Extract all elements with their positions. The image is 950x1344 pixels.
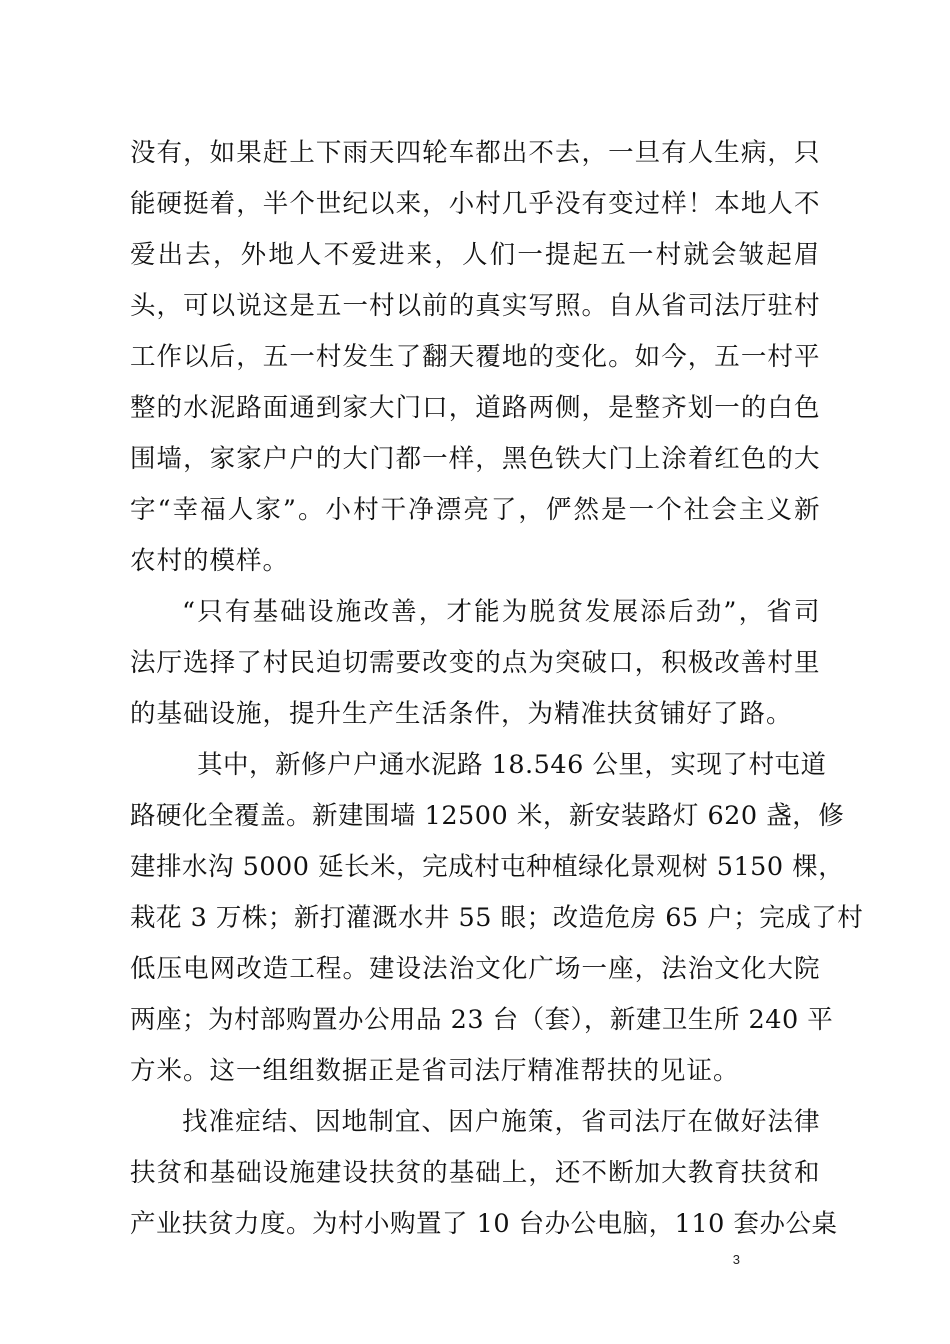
text-line: 没有，如果赶上下雨天四轮车都出不去，一旦有人生病，只 — [130, 138, 820, 168]
text-line: 整的水泥路面通到家大门口，道路两侧，是整齐划一的白色 — [130, 393, 820, 423]
text-line: 建排水沟 5000 延长米，完成村屯种植绿化景观树 5150 棵， — [130, 852, 845, 882]
text-line: 法厅选择了村民迫切需要改变的点为突破口，积极改善村里 — [130, 648, 820, 678]
text-line: 头，可以说这是五一村以前的真实写照。自从省司法厅驻村 — [130, 291, 820, 321]
paragraph-2 — [130, 587, 820, 740]
text-line: 产业扶贫力度。为村小购置了 10 台办公电脑，110 套办公桌 — [130, 1209, 838, 1239]
paragraph-4 — [130, 1097, 838, 1250]
page-number: 3 — [732, 1252, 740, 1267]
text-line: 围墙，家家户户的大门都一样，黑色铁大门上涂着红色的大 — [130, 444, 820, 474]
text-line: 方米。这一组组数据正是省司法厅精准帮扶的见证。 — [130, 1056, 740, 1086]
text-line: 栽花 3 万株；新打灌溉水井 55 眼；改造危房 65 户；完成了村 — [130, 903, 864, 933]
text-line: 农村的模样。 — [130, 546, 290, 576]
text-line: 工作以后，五一村发生了翻天覆地的变化。如今，五一村平 — [130, 342, 820, 372]
text-line: 两座；为村部购置办公用品 23 台（套），新建卫生所 240 平 — [130, 1005, 834, 1035]
text-line: 找准症结、因地制宜、因户施策，省司法厅在做好法律 — [182, 1107, 820, 1137]
body-text — [130, 128, 864, 1250]
text-line: 能硬挺着，半个世纪以来，小村几乎没有变过样！本地人不 — [130, 189, 820, 219]
text-line: 低压电网改造工程。建设法治文化广场一座，法治文化大院 — [130, 954, 820, 984]
text-line: 字“幸福人家”。小村干净漂亮了，俨然是一个社会主义新 — [130, 495, 820, 525]
text-line: “只有基础设施改善，才能为脱贫发展添后劲”，省司 — [182, 597, 820, 627]
paragraph-3 — [130, 740, 864, 1097]
text-line: 爱出去，外地人不爱进来，人们一提起五一村就会皱起眉 — [130, 240, 820, 270]
text-line: 扶贫和基础设施建设扶贫的基础上，还不断加大教育扶贫和 — [130, 1158, 820, 1188]
text-line: 其中，新修户户通水泥路 18.546 公里，实现了村屯道 — [197, 750, 827, 780]
text-line: 路硬化全覆盖。新建围墙 12500 米，新安装路灯 620 盏，修 — [130, 801, 845, 831]
text-line: 的基础设施，提升生产生活条件，为精准扶贫铺好了路。 — [130, 699, 793, 729]
paragraph-1 — [130, 128, 820, 587]
